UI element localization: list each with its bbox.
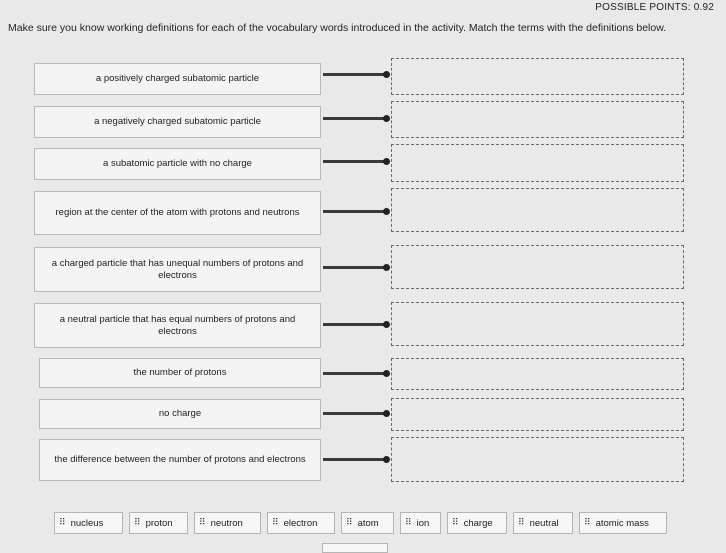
instructions-text: Make sure you know working definitions for each of the vocabulary words introduced in the activity. Match the terms with the definitions below. (8, 22, 667, 34)
definition-box (34, 247, 321, 292)
definition-text: a negatively charged subatomic particle (94, 116, 261, 127)
drop-zone[interactable] (391, 358, 684, 390)
connector-line (323, 117, 385, 120)
drop-zone[interactable] (391, 437, 684, 482)
connector-dot (383, 208, 390, 215)
drag-grip-icon: ⠿ (584, 518, 590, 528)
connector-line (323, 160, 385, 163)
connector-dot (383, 158, 390, 165)
definition-box (34, 148, 321, 180)
drag-grip-icon: ⠿ (272, 518, 278, 528)
drag-grip-icon: ⠿ (199, 518, 205, 528)
connector-dot (383, 264, 390, 271)
connector-line (323, 210, 385, 213)
connector-dot (383, 321, 390, 328)
term-bank (54, 512, 667, 534)
definition-text: a charged particle that has unequal numbers of protons and electrons (51, 257, 304, 281)
definition-text: a subatomic particle with no charge (103, 158, 252, 169)
drag-grip-icon: ⠿ (518, 518, 524, 528)
definition-box (39, 358, 321, 388)
connector-dot (383, 456, 390, 463)
drop-zone[interactable] (391, 398, 684, 431)
connector-dot (383, 71, 390, 78)
possible-points: POSSIBLE POINTS: 0.92 (595, 2, 714, 13)
term-tile[interactable] (447, 512, 507, 534)
definition-text: the difference between the number of protons and electrons (54, 454, 306, 465)
connector-line (323, 412, 385, 415)
definition-box (34, 303, 321, 348)
term-label: proton (145, 517, 173, 529)
term-tile[interactable] (513, 512, 573, 534)
definition-box (39, 439, 321, 481)
term-tile[interactable] (194, 512, 261, 534)
definition-text: a neutral particle that has equal numbers of protons and electrons (59, 313, 296, 337)
term-label: ion (416, 517, 430, 529)
connector-dot (383, 410, 390, 417)
term-label: nucleus (70, 517, 104, 529)
definition-box (34, 63, 321, 95)
connector-line (323, 323, 385, 326)
term-tile[interactable] (579, 512, 667, 534)
drag-grip-icon: ⠿ (452, 518, 458, 528)
definition-text: a positively charged subatomic particle (95, 73, 260, 84)
definition-text: no charge (158, 408, 202, 419)
drop-zone[interactable] (391, 101, 684, 138)
drop-zone[interactable] (391, 245, 684, 289)
definition-box (39, 399, 321, 429)
connector-line (323, 372, 385, 375)
drag-grip-icon: ⠿ (59, 518, 65, 528)
drag-grip-icon: ⠿ (346, 518, 352, 528)
connector-line (323, 266, 385, 269)
drop-zone[interactable] (391, 302, 684, 346)
definition-box (34, 106, 321, 138)
term-tile[interactable] (54, 512, 123, 534)
partial-term-tile[interactable] (322, 543, 388, 553)
term-tile[interactable] (267, 512, 335, 534)
definition-text: region at the center of the atom with protons and neutrons (55, 207, 300, 218)
term-label: charge (463, 517, 493, 529)
drag-grip-icon: ⠿ (134, 518, 140, 528)
drag-grip-icon: ⠿ (405, 518, 411, 528)
drop-zone[interactable] (391, 144, 684, 182)
term-label: neutral (529, 517, 559, 529)
term-tile[interactable] (400, 512, 441, 534)
drop-zone[interactable] (391, 188, 684, 232)
definition-box (34, 191, 321, 235)
connector-dot (383, 370, 390, 377)
term-label: electron (283, 517, 318, 529)
term-tile[interactable] (341, 512, 394, 534)
connector-line (323, 73, 385, 76)
connector-line (323, 458, 385, 461)
term-label: neutron (210, 517, 243, 529)
definition-text: the number of protons (133, 367, 227, 378)
term-label: atom (357, 517, 379, 529)
term-label: atomic mass (595, 517, 649, 529)
connector-dot (383, 115, 390, 122)
drop-zone[interactable] (391, 58, 684, 95)
term-tile[interactable] (129, 512, 188, 534)
